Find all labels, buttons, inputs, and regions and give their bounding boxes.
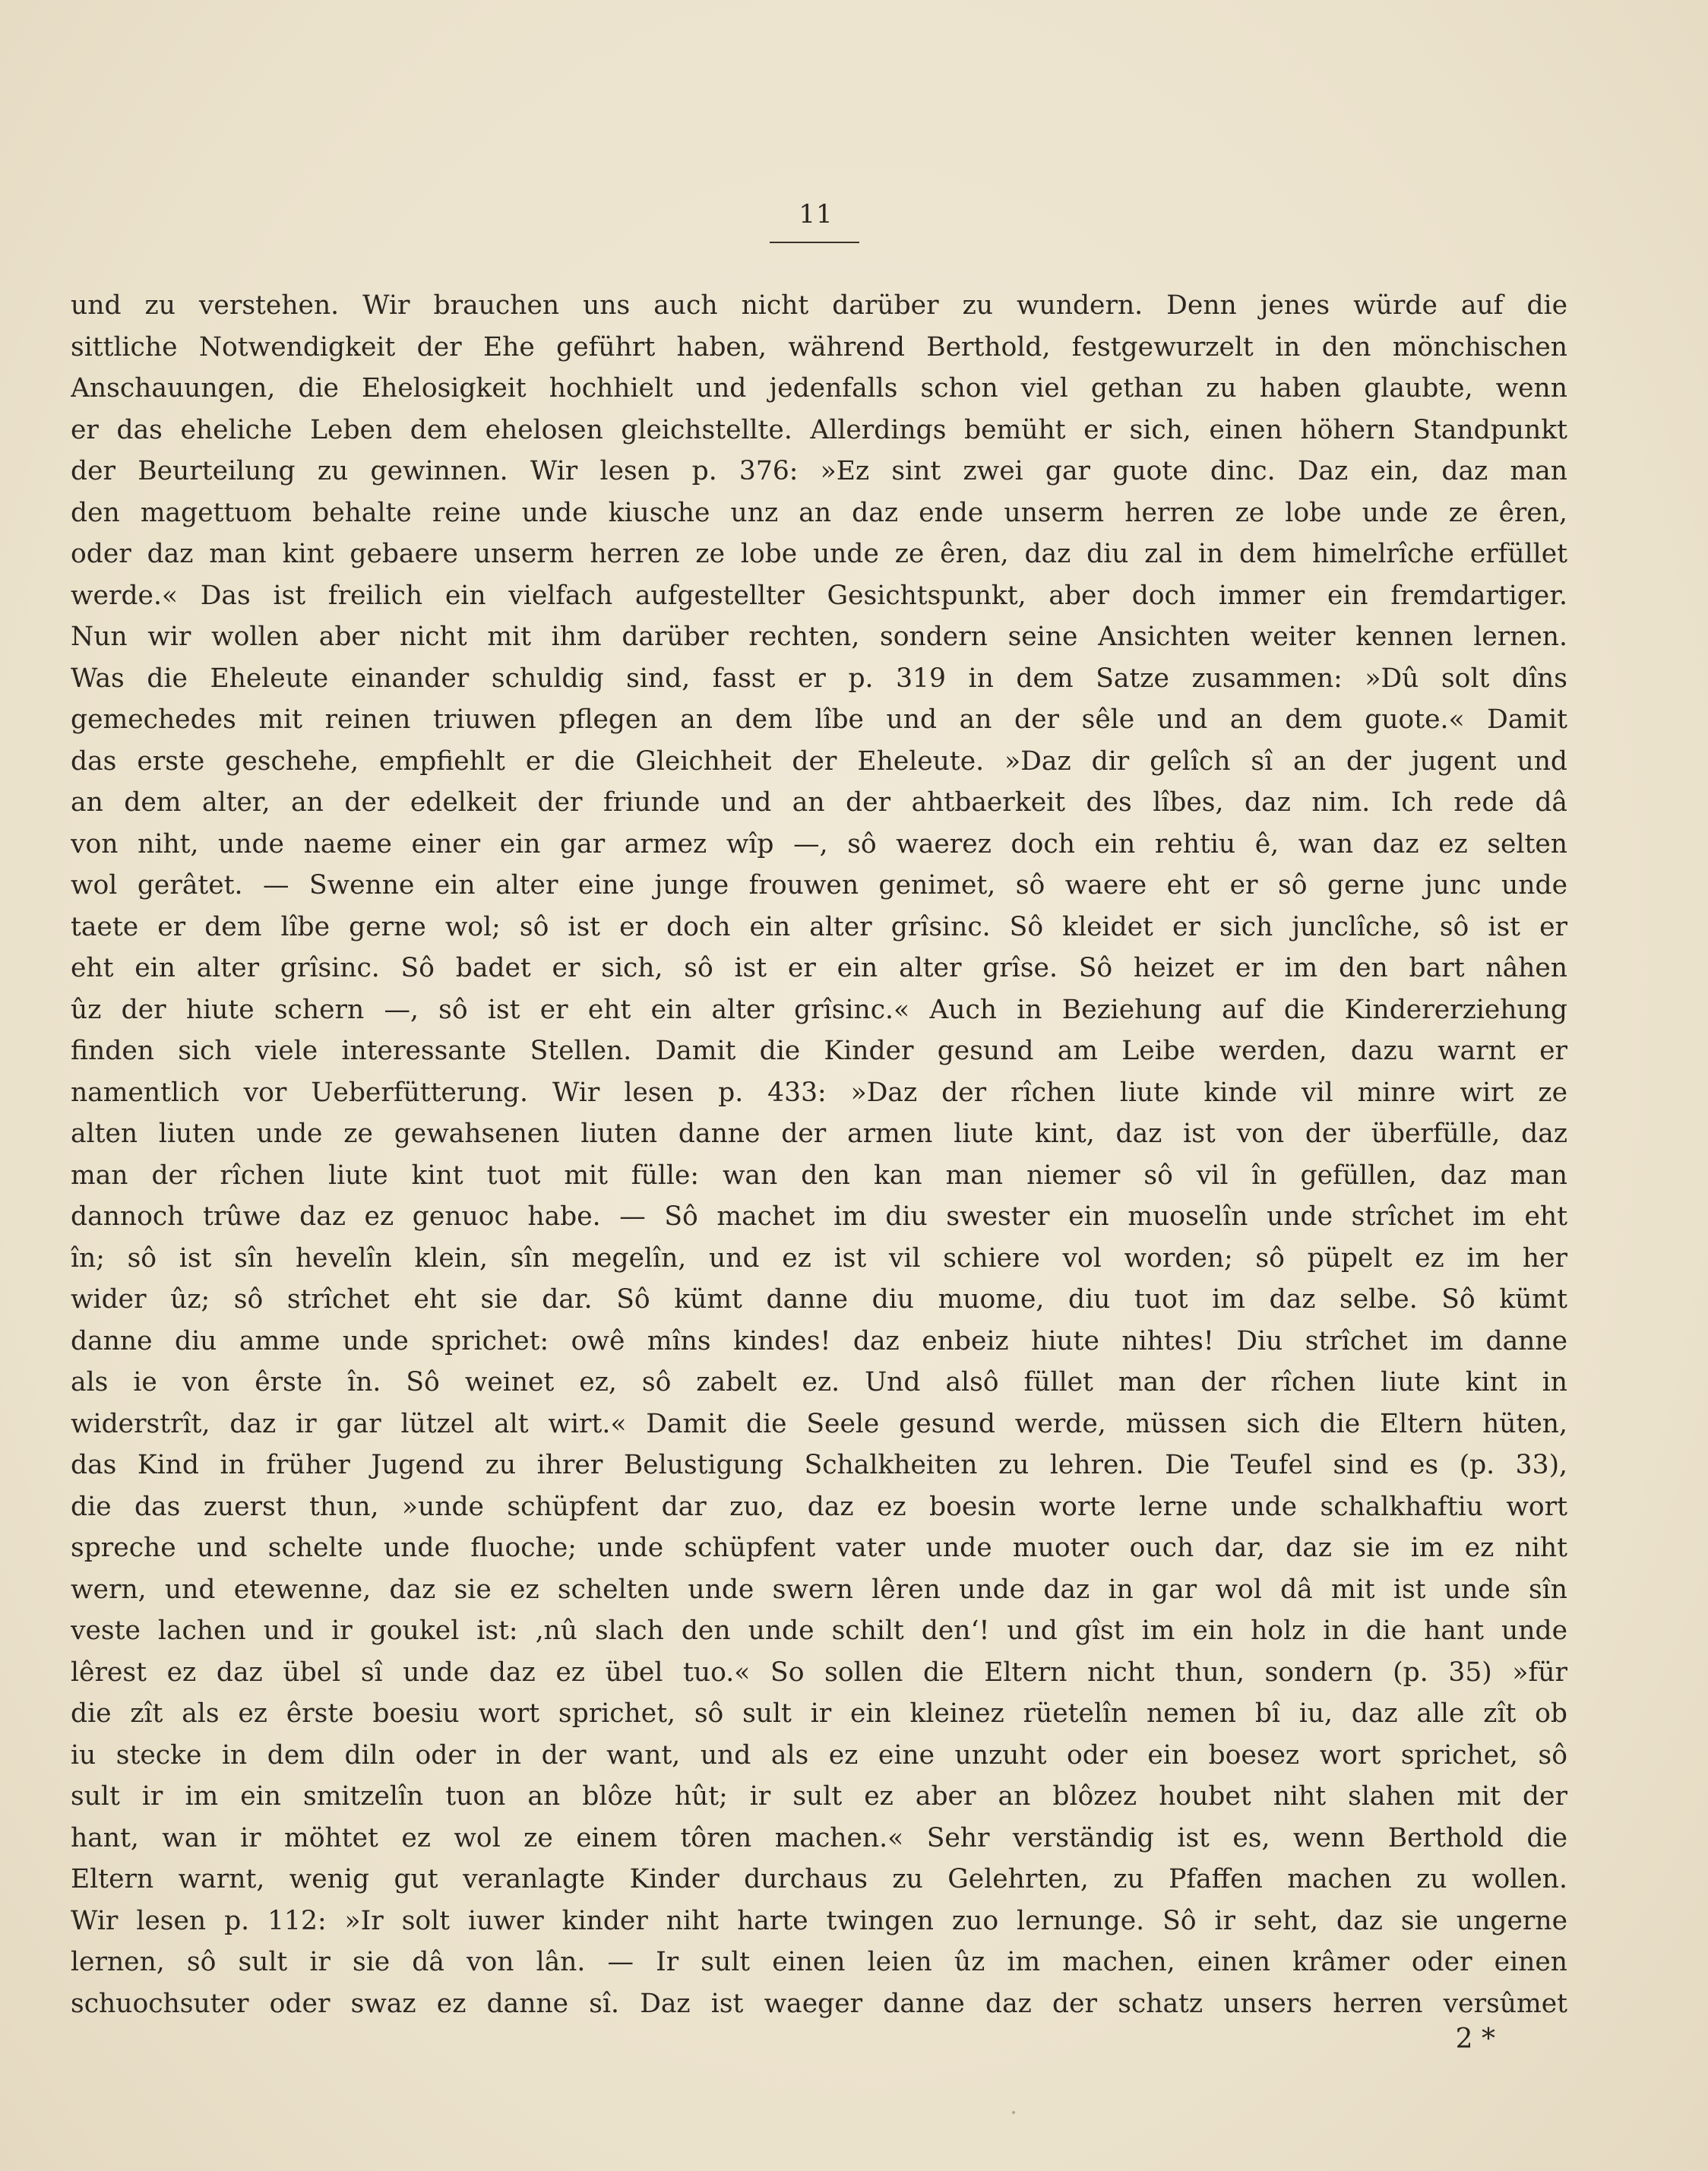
text-line: Wir lesen p. 112: »Ir solt iuwer kinder niht harte twingen zuo lernunge. Sô ir seht, daz sie ungerne [71,1905,1567,1936]
text-line: gemechedes mit reinen triuwen pflegen an dem lîbe und an der sêle und an dem guote.« Damit [71,704,1567,735]
text-line: wol gerâtet. — Swenne ein alter eine junge frouwen genimet, sô waere eht er sô gerne junc unde [71,870,1567,900]
page-number: 11 [799,199,833,229]
text-line: dannoch trûwe daz ez genuoc habe. — Sô machet im diu swester ein muoselîn unde strîchet im eht [71,1201,1567,1232]
text-line: das Kind in früher Jugend zu ihrer Belustigung Schalkheiten zu lehren. Die Teufel sind es (p. 33), [71,1450,1567,1480]
text-line: wern, und etewenne, daz sie ez schelten unde swern lêren unde daz in gar wol dâ mit ist unde sîn [71,1574,1567,1605]
text-line: taete er dem lîbe gerne wol; sô ist er doch ein alter grîsinc. Sô kleidet er sich junclîche, sô ist er [71,911,1567,942]
text-line: man der rîchen liute kint tuot mit fülle: wan den kan man niemer sô vil în gefüllen, daz man [71,1160,1567,1191]
text-line: sult ir im ein smitzelîn tuon an blôze hût; ir sult ez aber an blôzez houbet niht slahen mit der [71,1781,1567,1812]
text-line: ûz der hiute schern —, sô ist er eht ein alter grîsinc.« Auch in Beziehung auf die Kindererziehung [71,994,1567,1025]
text-line: wider ûz; sô strîchet eht sie dar. Sô kümt danne diu muome, diu tuot im daz selbe. Sô kümt [71,1284,1567,1315]
text-line: hant, wan ir möhtet ez wol ze einem tôren machen.« Sehr verständig ist es, wenn Berthold die [71,1822,1567,1853]
text-line: der Beurteilung zu gewinnen. Wir lesen p. 376: »Ez sint zwei gar guote dinc. Daz ein, daz man [71,456,1567,486]
text-line: finden sich viele interessante Stellen. Damit die Kinder gesund am Leibe werden, dazu warnt er [71,1036,1567,1066]
text-line: widerstrît, daz ir gar lützel alt wirt.« Damit die Seele gesund werde, müssen sich die Eltern hüten, [71,1408,1567,1439]
text-line: die zît als ez êrste boesiu wort sprichet, sô sult ir ein kleinez rüetelîn nemen bî iu, daz alle zît ob [71,1698,1567,1729]
text-line: lernen, sô sult ir sie dâ von lân. — Ir sult einen leien ûz im machen, einen krâmer oder einen [71,1947,1567,1977]
text-line: lêrest ez daz übel sî unde daz ez übel tuo.« So sollen die Eltern nicht thun, sondern (p. 35) »für [71,1657,1567,1688]
text-line: veste lachen und ir goukel ist: ‚nû slach den unde schilt den‘! und gîst im ein holz in die hant unde [71,1616,1567,1646]
text-line: spreche und schelte unde fluoche; unde schüpfent vater unde muoter ouch dar, daz sie im ez niht [71,1533,1567,1563]
text-line: Was die Eheleute einander schuldig sind, fasst er p. 319 in dem Satze zusammen: »Dû solt dîns [71,663,1567,694]
text-line: und zu verstehen. Wir brauchen uns auch nicht darüber zu wundern. Denn jenes würde auf die [71,290,1567,321]
paper-speck [1012,2111,1015,2114]
text-line: în; sô ist sîn hevelîn klein, sîn megelîn, und ez ist vil schiere vol worden; sô püpelt ez im her [71,1242,1567,1274]
text-line: von niht, unde naeme einer ein gar armez wîp —, sô waerez doch ein rehtiu ê, wan daz ez selten [71,828,1567,859]
printer-signature-mark: 2 * [1455,2024,1495,2055]
text-line: er das eheliche Leben dem ehelosen gleichstellte. Allerdings bemüht er sich, einen höhern Standpunkt [71,414,1567,445]
text-line: Nun wir wollen aber nicht mit ihm darüber rechten, sondern seine Ansichten weiter kennen lernen. [71,622,1567,652]
text-line: die das zuerst thun, »unde schüpfent dar zuo, daz ez boesin worte lerne unde schalkhaftiu wort [71,1491,1567,1522]
text-line: den magettuom behalte reine unde kiusche unz an daz ende unserm herren ze lobe unde ze êren, [71,497,1567,528]
text-line: alten liuten unde ze gewahsenen liuten danne der armen liute kint, daz ist von der überfülle, daz [71,1119,1567,1149]
text-line: sittliche Notwendigkeit der Ehe geführt haben, während Berthold, festgewurzelt in den mönchischen [71,331,1567,362]
text-line: danne diu amme unde sprichet: owê mîns kindes! daz enbeiz hiute nihtes! Diu strîchet im danne [71,1325,1567,1356]
page-number-rule [770,242,859,243]
body-text [71,285,1567,2024]
text-line: an dem alter, an der edelkeit der friunde und an der ahtbaerkeit des lîbes, daz nim. Ich rede dâ [71,787,1567,818]
text-line: schuochsuter oder swaz ez danne sî. Daz ist waeger danne daz der schatz unsers herren versûmet [71,1988,1567,2019]
text-line: Eltern warnt, wenig gut veranlagte Kinder durchaus zu Gelehrten, zu Pfaffen machen zu wollen. [71,1864,1567,1894]
text-line: iu stecke in dem diln oder in der want, und als ez eine unzuht oder ein boesez wort sprichet, sô [71,1739,1567,1771]
text-line: das erste geschehe, empfiehlt er die Gleichheit der Eheleute. »Daz dir gelîch sî an der jugent und [71,745,1567,777]
text-line: namentlich vor Ueberfütterung. Wir lesen p. 433: »Daz der rîchen liute kinde vil minre wirt ze [71,1077,1567,1108]
text-line: als ie von êrste în. Sô weinet ez, sô zabelt ez. Und alsô füllet man der rîchen liute kint in [71,1367,1567,1397]
text-line: Anschauungen, die Ehelosigkeit hochhielt und jedenfalls schon viel gethan zu haben glaubte, wenn [71,373,1567,404]
text-line: eht ein alter grîsinc. Sô badet er sich, sô ist er ein alter grîse. Sô heizet er im den bart nâhen [71,953,1567,983]
text-line: oder daz man kint gebaere unserm herren ze lobe unde ze êren, daz diu zal in dem himelrîche erfüllet [71,539,1567,569]
text-line: werde.« Das ist freilich ein vielfach aufgestellter Gesichtspunkt, aber doch immer ein fremdartiger. [71,580,1567,611]
